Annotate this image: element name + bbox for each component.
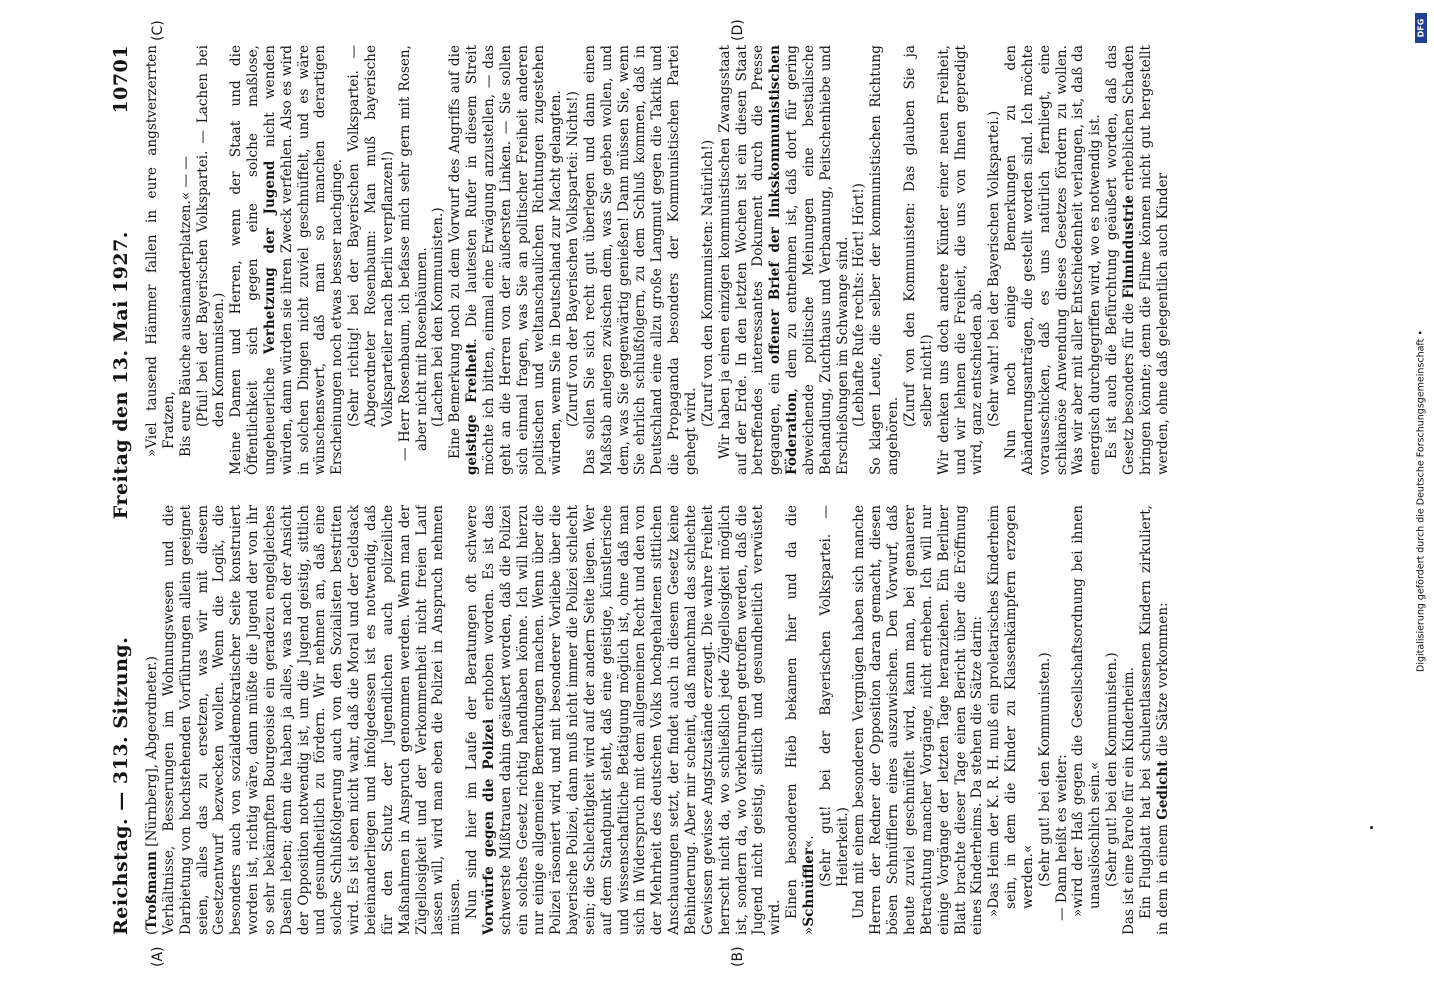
right-column-paragraph: Wir denken uns doch andere Künder einer neuen Freiheit, und wir lehnen die Freiheit, die uns von Ihnen gepredigt wird, ganz entschieden ab. bbox=[935, 45, 986, 475]
left-column-paragraph: Und mit einem besonderen Vergnügen haben sich manche Herren der Redner der Opposition daran gemacht, diesen bösen Schnüfflern eines auszuwischen. Den Vorwurf, daß heute zuviel geschnüffelt wird, kann man, bei genauerer Betrachtung mancher Vorgänge, nicht erheben. Ich will nur einige Vorgänge der letzten Tage heranziehen. Ein Berliner Blatt brachte dieser Tage einen Bericht über die Eröffnung eines Kinderheims. Da stehen die Sätze darin: bbox=[851, 505, 986, 935]
margin-marker-d: (D) bbox=[730, 19, 746, 41]
right-column bbox=[144, 45, 1294, 475]
header-left: Reichstag. — 313. Sitzung. bbox=[110, 636, 132, 935]
left-column-paragraph: — Dann heißt es weiter: bbox=[1053, 754, 1070, 921]
left-column-paragraph: Das ist eine Parole für ein Kinderheim. bbox=[1120, 667, 1137, 935]
margin-marker-b: (B) bbox=[730, 946, 746, 967]
left-column bbox=[144, 505, 1294, 935]
right-column-paragraph: (Zuruf von der Bayerischen Volkspartei: Nichts!) bbox=[565, 91, 582, 427]
left-column-paragraph: (Troßmann [Nürnberg], Abgeordneter.) bbox=[144, 656, 160, 935]
right-column-paragraph: So klagen Leute, die selber der kommunistischen Richtung angehören. bbox=[868, 45, 902, 475]
left-column-paragraph: Verhältnisse, Besserungen im Wohnungswesen und die Darbietung von hochstehenden Vorführungen allein geeignet seien, alles das zu ersetzen, was wir mit diesem Gesetzentwurf bezwecken wollen. Wenn die Logik, die besonders auch von sozialdemokratischer Seite konstruiert worden ist, richtig wäre, dann müßte die Jugend der von ihr so sehr bekämpften Bourgeoisie ein geradezu engelgleiches Dasein leben; denn die haben ja alles, was nach der Ansicht der Opposition notwendig ist, um die Jugend geistig, sittlich und gesundheitlich zu fördern. Wir nehmen an, daß eine solche Schlußfolgerung auch von den Sozialisten bestritten wird. Es ist eben nicht wahr, daß die Moral und der Geldsack beieinanderliegen und infolgedessen ist es notwendig, daß für den Schutz der Jugendlichen auch polizeiliche Maßnahmen in Anspruch genommen werden. Wenn man der Zügellosigkeit und der Verkommenheit nicht freien Lauf lassen will, wird man eben die Polizei in Anspruch nehmen müssen. bbox=[160, 505, 464, 935]
page-number: 10701 bbox=[110, 45, 132, 114]
left-column-paragraph: (Sehr gut! bei den Kommunisten.) bbox=[1104, 652, 1121, 887]
margin-marker-a: (A) bbox=[150, 946, 166, 967]
left-column-paragraph: (Sehr gut! bei der Bayerischen Volkspartei. — Heiterkeit.) bbox=[817, 505, 851, 887]
left-column-paragraph: »Das Heim der K. R. H. muß ein proletarisches Kinderheim sein, in dem die Kinder zu Klassenkämpfern erzogen werden.« bbox=[986, 505, 1036, 917]
right-column-paragraph: Es ist auch die Befürchtung geäußert worden, daß das Gesetz besonders für die Filmindustrie erheblichen Schaden bringen könnte; denn die Filme können nicht gut hergestellt werden, ohne daß gelegentlich auch Kinder bbox=[1104, 45, 1171, 475]
left-column-paragraph: Ein Flugblatt hat bei schulentlassenen Kindern zirkuliert, in dem in einem Gedicht die Sätze vorkommen: bbox=[1137, 505, 1171, 935]
right-column-paragraph: (Sehr richtig! bei der Bayerischen Volkspartei. — Abgeordneter Rosenbaum: Man muß bayerische Volksparteiler nach Berlin verpflanzen!) bbox=[346, 45, 396, 427]
page-header bbox=[110, 45, 136, 935]
dfg-logo: DFG bbox=[1415, 13, 1427, 43]
right-column-paragraph: »Viel tausend Hämmer fallen in eure angstverzerrten Fratzen, bbox=[144, 45, 177, 457]
header-center: Freitag den 13. Mai 1927. bbox=[110, 231, 132, 520]
left-column-paragraph: (Sehr gut! bei den Kommunisten.) bbox=[1036, 652, 1053, 887]
right-column-paragraph: (Lebhafte Rufe rechts: Hört! Hört!) bbox=[851, 183, 868, 427]
margin-marker-c: (C) bbox=[150, 20, 166, 41]
left-column-paragraph: Nun sind hier im Laufe der Beratungen oft schwere Vorwürfe gegen die Polizei erhoben worden. Es ist das schwerste Mißtrauen dahin geäußert worden, daß die Polizei ein solches Gesetz richtig handhaben könne. Ich will hierzu nur einige allgemeine Bemerkungen machen. Wenn über die Polizei räsoniert wird, und mit besonderer Vorliebe über die bayerische Polizei, dann muß nicht immer die Polizei schlecht sein; die Schlechtigkeit wird auf der andern Seite liegen. Wer auf dem Standpunkt steht, daß eine geistige, künstlerische und wissenschaftliche Betätigung möglich ist, ohne daß man sich in Widerspruch mit dem allgemeinen Recht und den von der Mehrheit des deutschen Volks hochgehaltenen sittlichen Anschauungen setzt, der findet auch in diesem Gesetz keine Behinderung. Aber mir scheint, daß manchmal das schlechte Gewissen gewisse Angstzustände erzeugt. Die wahre Freiheit herrscht nicht da, wo schließlich jede Zügellosigkeit möglich ist, sondern da, wo Vorkehrungen getroffen werden, daß die Jugend nicht geistig, sittlich und gesundheitlich verwüstet wird. bbox=[464, 505, 784, 935]
right-column-paragraph: (Zuruf von den Kommunisten: Das glauben Sie ja selber nicht!) bbox=[901, 45, 935, 427]
right-column-paragraph: Eine Bemerkung noch zu dem Vorwurf des Angriffs auf die geistige Freiheit. Die lautesten Rufer in diesem Streit möchte ich bitten, einmal eine Erwägung anzustellen, — das geht an die Herren von der äußersten Linken. — Sie sollen sich einmal fragen, was Sie an politischer Freiheit anderen politischen und weltanschaulichen Richtungen zugestehen würden, wenn Sie in Deutschland zur Macht gelangten. bbox=[447, 45, 565, 475]
right-column-paragraph: (Zuruf von den Kommunisten: Natürlich!) bbox=[699, 139, 716, 427]
right-column-paragraph: Nun noch einige Bemerkungen zu den Abänderungsanträgen, die gestellt worden sind. Ich möchte vorausschicken, daß es uns natürlich fernliegt, eine schikanöse Anwendung dieses Gesetzes fördern zu wollen. Was wir aber mit aller Entschiedenheit verlangen, ist, daß da energisch durchgegriffen wird, wo es notwendig ist. bbox=[1003, 45, 1104, 475]
rotated-page bbox=[110, 19, 1300, 967]
right-column-paragraph: Wir haben ja einen einzigen kommunistischen Zwangsstaat auf der Erde. In den letzten Wochen ist ein diesen Staat betreffendes interessantes Dokument durch die Presse gegangen, ein offener Brief der linkskommunistischen Föderation, dem zu entnehmen ist, daß dort für gering abweichende politische Meinungen eine bestialische Behandlung, Zuchthaus und Verbannung, Peitschenhiebe und Erschießungen im Schwange sind. bbox=[716, 45, 851, 475]
right-column-paragraph: Bis eure Bäuche auseinanderplatzen.« — — bbox=[177, 155, 194, 457]
right-column-paragraph: — Herr Rosenbaum, ich befasse mich sehr gern mit Rosen, aber nicht mit Rosenbäumen. bbox=[396, 45, 430, 461]
left-column-paragraph: Einen besonderen Hieb bekamen hier und da die »Schnüffler«. bbox=[784, 505, 817, 935]
scan-speck bbox=[1370, 826, 1373, 829]
credit-text: Digitalisierung gefördert durch die Deutsche Forschungsgemeinschaft • bbox=[1415, 329, 1427, 672]
right-column-paragraph: Das sollen Sie sich recht gut überlegen und dann einen Maßstab anlegen zwischen dem, was Sie geben wollen, und dem, was Sie gegenwärtig genießen! Dann müssen Sie, wenn Sie ehrlich schlußfolgern, zu dem Schluß kommen, daß in Deutschland eine allzu große Langmut gegen die Taktik und die Propaganda besonders der Kommunistischen Partei gehegt wird. bbox=[581, 45, 699, 475]
right-column-paragraph: (Pfui! bei der Bayerischen Volkspartei. — Lachen bei den Kommunisten.) bbox=[194, 45, 228, 427]
digitization-credit bbox=[1415, 13, 1427, 988]
left-column-paragraph: »wird der Haß gegen die Gesellschaftsordnung bei ihnen unauslöschlich sein.« bbox=[1070, 505, 1104, 917]
right-column-paragraph: (Sehr wahr! bei der Bayerischen Volkspartei.) bbox=[986, 110, 1003, 427]
right-column-paragraph: (Lachen bei den Kommunisten.) bbox=[430, 207, 447, 427]
right-column-paragraph: Meine Damen und Herren, wenn der Staat und die Öffentlichkeit sich gegen eine solche maßlose, ungeheuerliche Verhetzung der Jugend nicht wenden würden, dann würden sie ihren Zweck verfehlen. Also es wird in solchen Dingen nicht zuviel geschnüffelt, und es wäre wünschenswert, daß man so manchen derartigen Erscheinungen noch etwas besser nachginge. bbox=[228, 45, 346, 475]
